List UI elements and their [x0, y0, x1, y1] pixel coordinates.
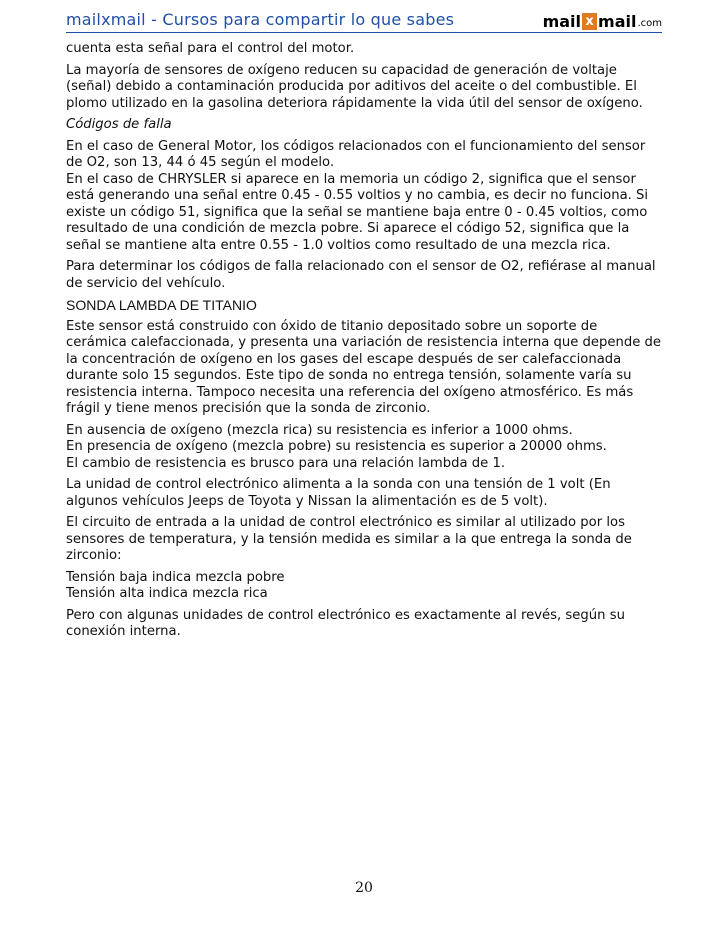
paragraph: Pero con algunas unidades de control electrónico es exactamente al revés, según su conexión interna. — [66, 607, 625, 639]
paragraph: El circuito de entrada a la unidad de control electrónico es similar al utilizado por los sensores de temperatura, y la tensión medida es similar a la que entrega la sonda de zirconio: — [66, 515, 632, 563]
mailxmail-logo[interactable] — [543, 10, 662, 32]
paragraph — [66, 423, 662, 473]
paragraph-line: En ausencia de oxígeno (mezcla rica) su resistencia es inferior a 1000 ohms. — [66, 422, 573, 438]
logo-text-right: mail — [598, 11, 637, 31]
section-heading-codigos: Códigos de falla — [66, 117, 172, 132]
paragraph-line: En el caso de CHRYSLER si aparece en la memoria un código 2, significa que el sensor está generando una señal entre 0.45 - 0.55 voltios y no cambia, es decir no funciona. Si existe un código 51, significa que la señal se mantiene baja entre 0 - 0.45 voltios, como resultado de una condición de mezcla pobre. Si aparece el código 52, significa que la señal se mantiene alta entre 0.55 - 1.0 voltios como resultado de una mezcla rica. — [66, 171, 649, 253]
paragraph-line: Tensión baja indica mezcla pobre — [66, 569, 285, 585]
site-title[interactable]: mailxmail - Cursos para compartir lo que sabes — [66, 10, 455, 29]
logo-x-mark: x — [582, 13, 597, 30]
logo-com: .com — [637, 18, 662, 29]
paragraph: Este sensor está construido con óxido de titanio depositado sobre un soporte de cerámica calefaccionada, y presenta una variación de resistencia interna que depende de la concentración de oxígeno en los gases del escape después de ser calefaccionada durante solo 15 segundos. Este tipo de sonda no entrega tensión, solamente varía su resistencia interna. Tampoco necesita una referencia del oxígeno atmosférico. Es más frágil y tiene menos precisión que la sonda de zirconio. — [66, 318, 662, 416]
paragraph-line: En el caso de General Motor, los códigos relacionados con el funcionamiento del sensor de O2, son 13, 44 ó 45 según el modelo. — [66, 138, 646, 170]
paragraph — [66, 570, 662, 603]
paragraph-line: El cambio de resistencia es brusco para una relación lambda de 1. — [66, 455, 506, 471]
paragraph — [66, 139, 662, 255]
paragraph: cuenta esta señal para el control del motor. — [66, 41, 355, 56]
logo-text-left: mail — [542, 11, 582, 31]
document-body — [66, 41, 662, 646]
section-heading-lambda: SONDA LAMBDA DE TITANIO — [66, 297, 257, 313]
paragraph-line: Tensión alta indica mezcla rica — [66, 586, 268, 601]
paragraph-line: En presencia de oxígeno (mezcla pobre) su resistencia es superior a 20000 ohms. — [66, 439, 607, 454]
header-divider — [66, 32, 662, 33]
paragraph: La unidad de control electrónico alimenta a la sonda con una tensión de 1 volt (En algunos vehículos Jeeps de Toyota y Nissan la alimentación es de 5 volt). — [66, 477, 611, 509]
paragraph: La mayoría de sensores de oxígeno reducen su capacidad de generación de voltaje (señal) debido a contaminación producida por aditivos del aceite o del combustible. El plomo utilizado en la gasolina deteriora rápidamente la vida útil del sensor de oxígeno. — [66, 62, 643, 111]
paragraph: Para determinar los códigos de falla relacionado con el sensor de O2, refiérase al manual de servicio del vehículo. — [66, 259, 656, 291]
page-number: 20 — [355, 880, 373, 896]
